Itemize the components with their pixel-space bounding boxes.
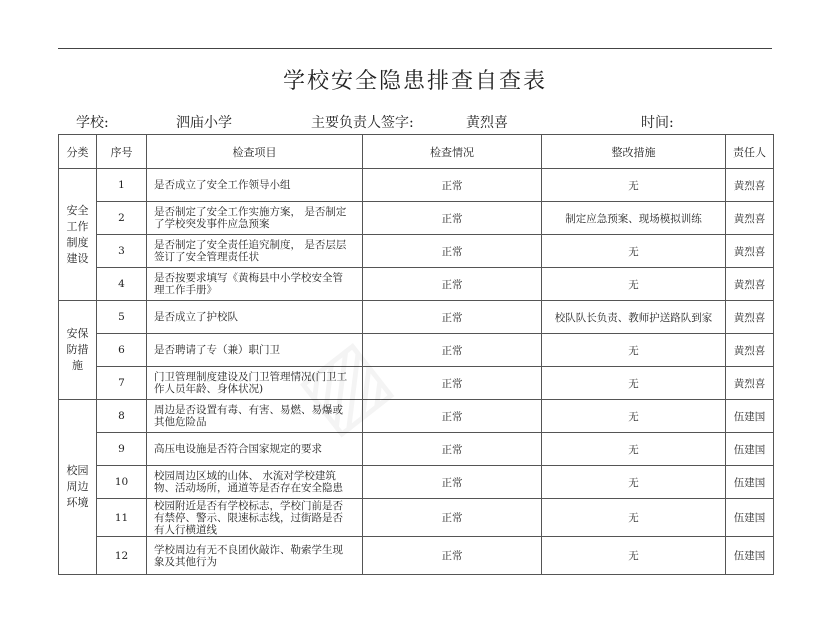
row-status: 正常 — [363, 433, 542, 466]
row-number: 6 — [97, 334, 147, 367]
row-number: 9 — [97, 433, 147, 466]
row-person: 黄烈喜 — [726, 268, 774, 301]
row-number: 5 — [97, 301, 147, 334]
row-status: 正常 — [363, 466, 542, 499]
row-measure: 无 — [542, 235, 726, 268]
table-row — [59, 169, 774, 202]
header-item: 检查项目 — [147, 135, 363, 169]
school-value: 泗庙小学 — [176, 115, 232, 131]
row-status: 正常 — [363, 202, 542, 235]
row-person: 伍建国 — [726, 400, 774, 433]
row-status: 正常 — [363, 367, 542, 400]
row-measure: 无 — [542, 433, 726, 466]
table-row — [59, 301, 774, 334]
row-number: 4 — [97, 268, 147, 301]
row-measure: 无 — [542, 537, 726, 575]
row-item: 是否聘请了专（兼）职门卫 — [147, 334, 363, 367]
row-measure: 校队队长负责、教师护送路队到家 — [542, 301, 726, 334]
header-status: 检查情况 — [363, 135, 542, 169]
row-status: 正常 — [363, 334, 542, 367]
row-person: 伍建国 — [726, 537, 774, 575]
row-item: 周边是否设置有毒、有害、易燃、易爆或其他危险品 — [147, 400, 363, 433]
row-measure: 无 — [542, 400, 726, 433]
row-status: 正常 — [363, 537, 542, 575]
table-row — [59, 334, 774, 367]
row-number: 10 — [97, 466, 147, 499]
table-row — [59, 202, 774, 235]
row-person: 伍建国 — [726, 466, 774, 499]
row-person: 黄烈喜 — [726, 169, 774, 202]
table-row — [59, 367, 774, 400]
row-measure: 无 — [542, 367, 726, 400]
row-number: 3 — [97, 235, 147, 268]
row-person: 黄烈喜 — [726, 235, 774, 268]
row-measure: 无 — [542, 499, 726, 537]
row-status: 正常 — [363, 169, 542, 202]
row-measure: 无 — [542, 334, 726, 367]
row-measure: 无 — [542, 466, 726, 499]
school-label: 学校: — [76, 115, 109, 131]
row-number: 12 — [97, 537, 147, 575]
row-status: 正常 — [363, 268, 542, 301]
row-item: 是否成立了护校队 — [147, 301, 363, 334]
table-header-row — [59, 135, 774, 169]
row-item: 是否成立了安全工作领导小组 — [147, 169, 363, 202]
row-item: 是否制定了安全责任追究制度， 是否层层签订了安全管理责任状 — [147, 235, 363, 268]
row-item: 是否按要求填写《黄梅县中小学校安全管理工作手册》 — [147, 268, 363, 301]
row-person: 黄烈喜 — [726, 202, 774, 235]
row-status: 正常 — [363, 400, 542, 433]
row-number: 8 — [97, 400, 147, 433]
header-number: 序号 — [97, 135, 147, 169]
row-person: 伍建国 — [726, 499, 774, 537]
row-item: 是否制定了安全工作实施方案， 是否制定了学校突发事件应急预案 — [147, 202, 363, 235]
row-measure: 无 — [542, 169, 726, 202]
table-row — [59, 433, 774, 466]
category-cell: 校园周边环境 — [59, 400, 97, 575]
row-status: 正常 — [363, 499, 542, 537]
row-measure: 制定应急预案、现场模拟训练 — [542, 202, 726, 235]
header-category: 分类 — [59, 135, 97, 169]
table-row — [59, 466, 774, 499]
row-number: 1 — [97, 169, 147, 202]
row-status: 正常 — [363, 301, 542, 334]
time-label: 时间: — [641, 115, 674, 131]
top-rule — [58, 48, 772, 49]
row-item: 门卫管理制度建设及门卫管理情况(门卫工作人员年龄、身体状况) — [147, 367, 363, 400]
table-row — [59, 268, 774, 301]
row-person: 伍建国 — [726, 433, 774, 466]
inspection-table — [58, 134, 774, 575]
row-status: 正常 — [363, 235, 542, 268]
category-cell: 安保防措施 — [59, 301, 97, 400]
row-number: 2 — [97, 202, 147, 235]
table-row — [59, 400, 774, 433]
table-row — [59, 235, 774, 268]
table-row — [59, 537, 774, 575]
row-item: 高压电设施是否符合国家规定的要求 — [147, 433, 363, 466]
row-item: 校园周边区域的山体、 水流对学校建筑物、活动场所，通道等是否存在安全隐患 — [147, 466, 363, 499]
row-measure: 无 — [542, 268, 726, 301]
row-person: 黄烈喜 — [726, 301, 774, 334]
row-person: 黄烈喜 — [726, 334, 774, 367]
page-title: 学校安全隐患排查自查表 — [282, 69, 547, 94]
row-number: 7 — [97, 367, 147, 400]
header-person: 责任人 — [726, 135, 774, 169]
owner-label: 主要负责人签字: — [311, 115, 414, 131]
owner-signature: 黄烈喜 — [466, 115, 508, 131]
row-item: 校园附近是否有学校标志，学校门前是否有禁停、警示、限速标志线，过街路是否有人行横道线 — [147, 499, 363, 537]
row-person: 黄烈喜 — [726, 367, 774, 400]
row-item: 学校周边有无不良团伙敲诈、勒索学生现象及其他行为 — [147, 537, 363, 575]
category-cell: 安全工作制度建设 — [59, 169, 97, 301]
table-row — [59, 499, 774, 537]
row-number: 11 — [97, 499, 147, 537]
header-measure: 整改措施 — [542, 135, 726, 169]
